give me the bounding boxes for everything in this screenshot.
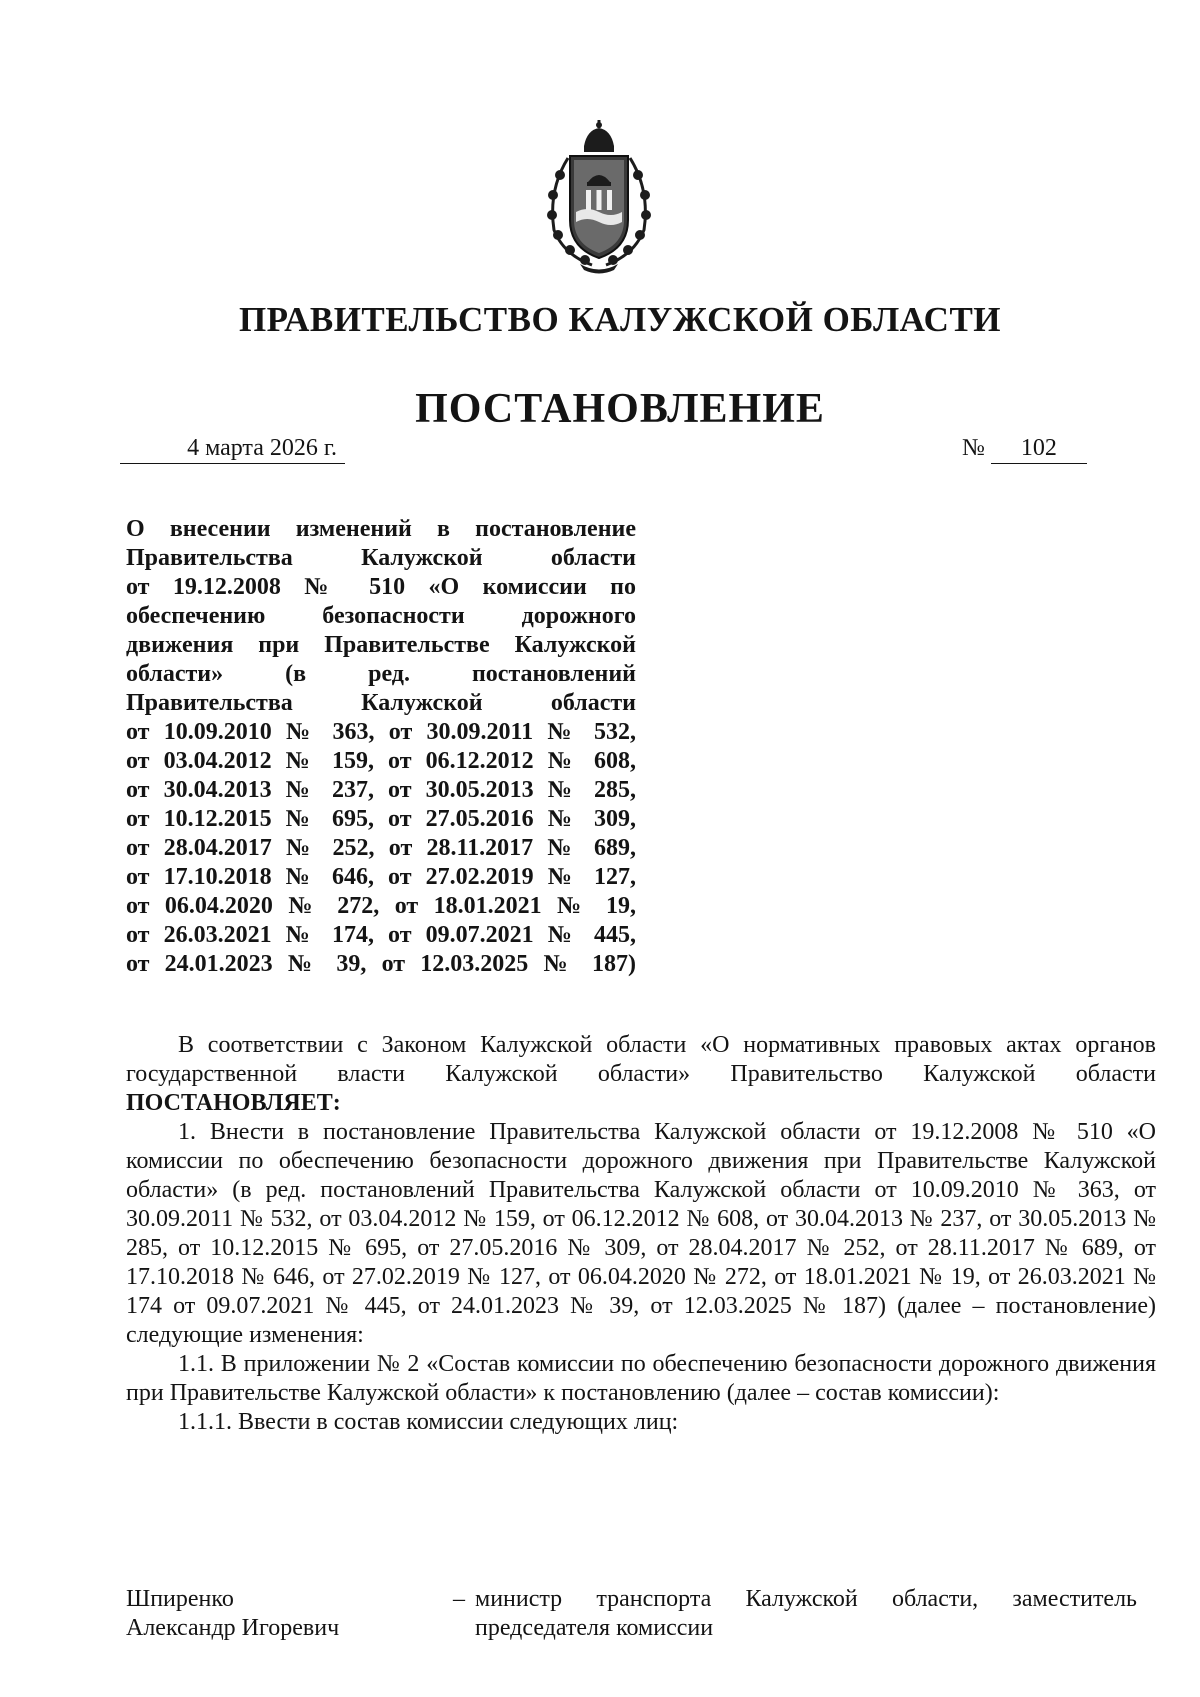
coat-of-arms-icon <box>540 120 658 275</box>
subject-line: от 26.03.2021 № 174, от 09.07.2021 № 445, <box>126 922 636 948</box>
subject-line: от 10.09.2010 № 363, от 30.09.2011 № 532, <box>126 719 636 745</box>
document-body <box>126 1031 1156 1437</box>
item-1-paragraph: 1. Внести в постановление Правительства Калужской области от 19.12.2008 № 510 «О комиссии по обеспечению безопасности дорожного движения при Правительстве Калужской области» (в ред. постановлений Правительства Калужской области от 10.09.2010 № 363, от 30.09.2011 № 532, от 03.04.2012 № 159, от 06.12.2012 № 608, от 30.04.2013 № 237, от 30.05.2013 № 285, от 10.12.2015 № 695, от 27.05.2016 № 309, от 28.04.2017 № 252, от 28.11.2017 № 689, от 17.10.2018 № 646, от 27.02.2019 № 127, от 06.04.2020 № 272, от 18.01.2021 № 19, от 26.03.2021 № 174 от 09.07.2021 № 445, от 24.01.2023 № 39, от 12.03.2025 № 187) (далее – постановление) следующие изменения: <box>126 1119 1156 1348</box>
subject-line: области» (в ред. постановлений <box>126 661 636 687</box>
subject-line: О внесении изменений в постановление <box>126 516 636 542</box>
document-type-heading: ПОСТАНОВЛЕНИЕ <box>415 386 825 432</box>
organization-title: ПРАВИТЕЛЬСТВО КАЛУЖСКОЙ ОБЛАСТИ <box>238 300 1002 339</box>
subject-line: Правительства Калужской области <box>126 545 636 571</box>
document-number <box>962 433 1087 464</box>
subject-line: от 30.04.2013 № 237, от 30.05.2013 № 285, <box>126 777 636 803</box>
subject-line: обеспечению безопасности дорожного <box>126 603 636 629</box>
decision-word: ПОСТАНОВЛЯЕТ: <box>126 1090 341 1116</box>
subject-line: от 03.04.2012 № 159, от 06.12.2012 № 608, <box>126 748 636 774</box>
member-role-line: министр транспорта Калужской области, заместитель <box>475 1586 1137 1612</box>
member-given-names: Александр Игоревич <box>126 1615 340 1641</box>
member-dash: – <box>453 1586 465 1612</box>
subject-line: от 10.12.2015 № 695, от 27.05.2016 № 309, <box>126 806 636 832</box>
number-sign-label: № <box>962 435 985 461</box>
item-1-1-paragraph: 1.1. В приложении № 2 «Состав комиссии по обеспечению безопасности дорожного движения при Правительстве Калужской области» к постановлению (далее – состав комиссии): <box>126 1351 1156 1406</box>
subject-line: от 24.01.2023 № 39, от 12.03.2025 № 187) <box>126 951 636 977</box>
subject-line: движения при Правительстве Калужской <box>126 632 636 658</box>
member-surname: Шпиренко <box>126 1586 234 1612</box>
document-subject <box>126 515 636 979</box>
number-value: 102 <box>991 433 1087 464</box>
document-date: 4 марта 2026 г. <box>120 433 345 464</box>
subject-line: Правительства Калужской области <box>126 690 636 716</box>
item-1-1-1-paragraph: 1.1.1. Ввести в состав комиссии следующих лиц: <box>178 1409 679 1435</box>
subject-line: от 17.10.2018 № 646, от 27.02.2019 № 127, <box>126 864 636 890</box>
member-name <box>126 1585 426 1643</box>
member-role-line: председателя комиссии <box>475 1615 714 1641</box>
subject-line: от 06.04.2020 № 272, от 18.01.2021 № 19, <box>126 893 636 919</box>
preamble-text: В соответствии с Законом Калужской области «О нормативных правовых актах органов государственной власти Калужской области» Правительство Калужской области <box>126 1032 1156 1087</box>
member-role <box>475 1585 1137 1643</box>
subject-line: от 19.12.2008 № 510 «О комиссии по <box>126 574 636 600</box>
preamble-paragraph <box>126 1031 1156 1118</box>
subject-line: от 28.04.2017 № 252, от 28.11.2017 № 689, <box>126 835 636 861</box>
